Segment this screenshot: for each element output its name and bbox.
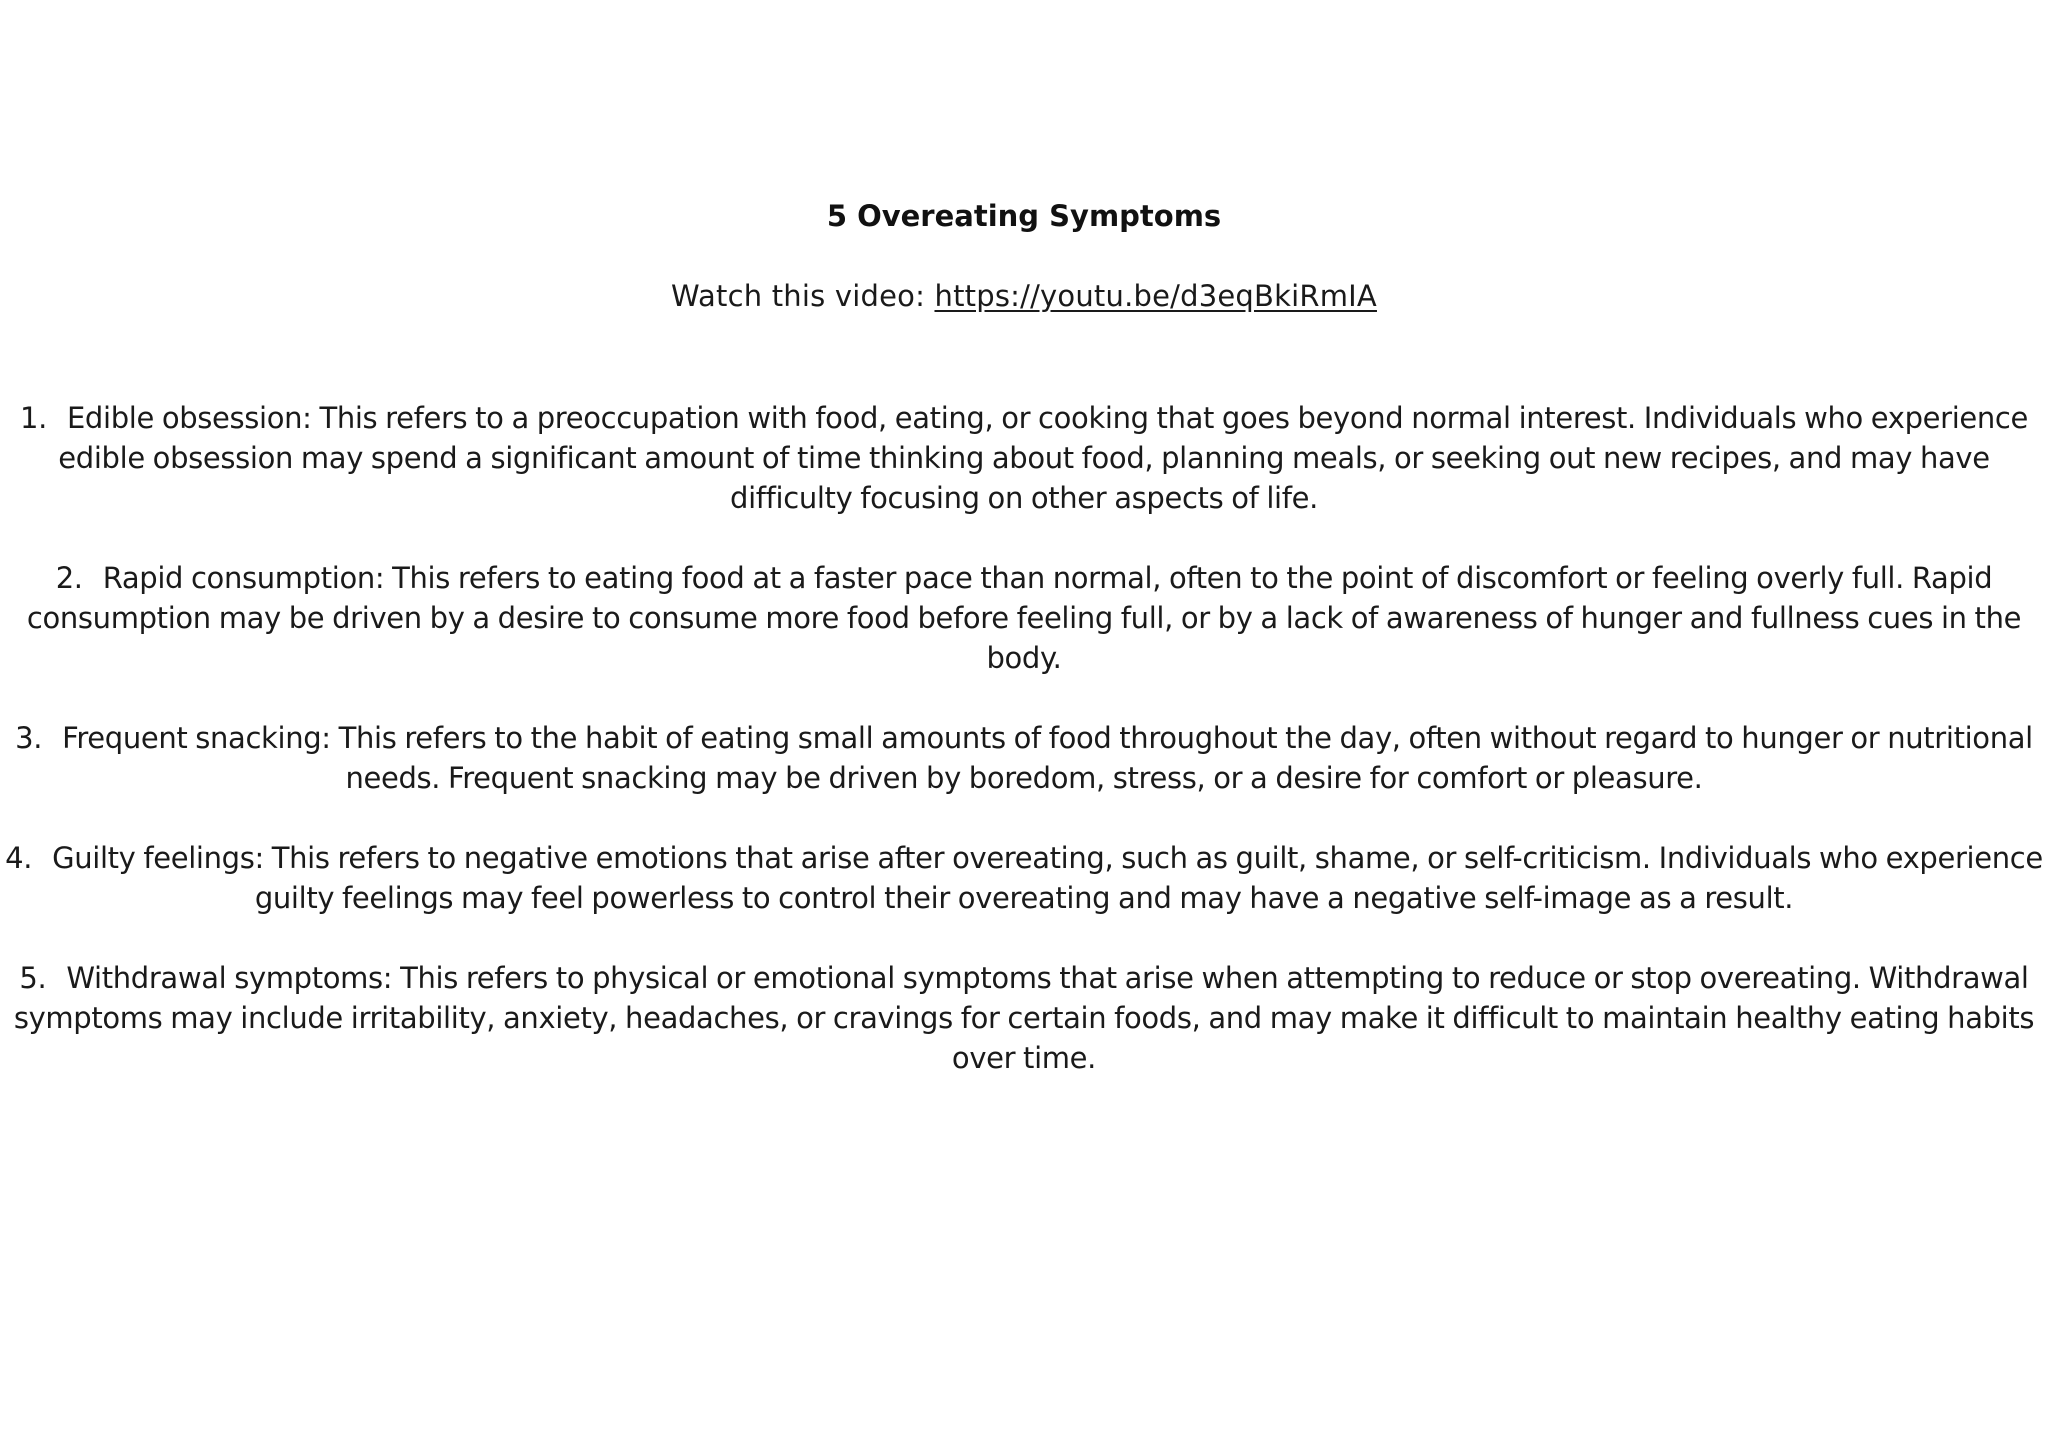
list-item (0, 398, 2048, 518)
list-item (0, 838, 2048, 918)
list-item-text: Withdrawal symptoms: This refers to physical or emotional symptoms that arise when attempting to reduce or stop overeating. Withdrawal symptoms may include irritability, anxiety, headaches, or cravings for certain foods, and may make it difficult to maintain healthy eating habits over time. (13, 961, 2035, 1075)
video-link[interactable]: https://youtu.be/d3eqBkiRmIA (934, 279, 1377, 313)
list-item-text: Edible obsession: This refers to a preoccupation with food, eating, or cooking that goes beyond normal interest. Individuals who experience edible obsession may spend a significant amount of time thinking about food, planning meals, or seeking out new recipes, and may have difficulty focusing on other aspects of life. (58, 401, 2029, 515)
list-item (0, 718, 2048, 798)
list-item-number: 1. (19, 401, 47, 435)
document-title: 5 Overeating Symptoms (826, 199, 1222, 233)
list-item-number: 4. (5, 841, 33, 875)
list-item-text: Frequent snacking: This refers to the habit of eating small amounts of food throughout the day, often without regard to hunger or nutritional needs. Frequent snacking may be driven by boredom, stress, or a desire for comfort or pleasure. (62, 721, 2033, 795)
list-item-text: Rapid consumption: This refers to eating food at a faster pace than normal, often to the point of discomfort or feeling overly full. Rapid consumption may be driven by a desire to consume more food before feeling full, or by a lack of awareness of hunger and fullness cues in the body. (26, 561, 2022, 675)
list-item-text: Guilty feelings: This refers to negative emotions that arise after overeating, such as guilt, shame, or self-criticism. Individuals who experience guilty feelings may feel powerless to control their overeating and may have a negative self-image as a result. (52, 841, 2043, 915)
list-item-number: 5. (19, 961, 47, 995)
list-item-number: 3. (15, 721, 43, 755)
list-item (0, 958, 2048, 1078)
symptom-list (0, 398, 2048, 1078)
video-prefix: Watch this video: (671, 279, 935, 313)
list-item-number: 2. (55, 561, 83, 595)
list-item (0, 558, 2048, 678)
video-line (0, 276, 2048, 316)
